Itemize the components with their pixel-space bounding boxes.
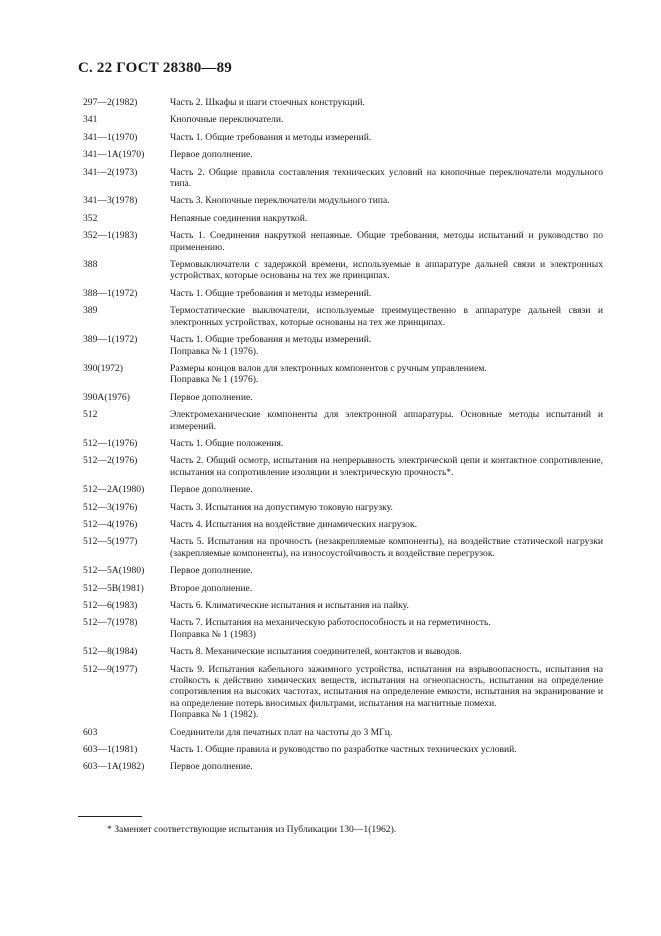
list-item (83, 744, 603, 755)
list-item (83, 213, 603, 224)
title-text: Термовыключатели с задержкой времени, используемые в аппаратуре дальней связи и электронных устройствах, которые основаны на тех же принципах. (170, 259, 603, 282)
publication-code: 341—3(1978) (83, 195, 138, 207)
publication-title (170, 334, 603, 357)
title-text: Часть 9. Испытания кабельного зажимного устройства, испытания на взрывоопасность, испытания на стойкость к действию химических веществ, испытания на огнеопасность, испытания на определение сопротивления на высоких частотах, испытания на определение емкости, испытания на экранирование и на определение потерь вносимых фильтрами, испытания на магнитные помехи. (170, 663, 603, 709)
publication-title (170, 617, 603, 640)
list-item (83, 727, 603, 738)
publication-code: 512—8(1984) (83, 646, 138, 658)
publication-title (170, 132, 603, 143)
publication-title (170, 167, 603, 190)
list-item (83, 230, 603, 253)
list-item (83, 363, 603, 386)
title-text: Часть 3. Кнопочные переключатели модульного типа. (170, 195, 390, 207)
list-item (83, 438, 603, 449)
title-text: Размеры концов валов для электронных компонентов с ручным управлением. (170, 362, 487, 374)
title-text: Часть 7. Испытания на механическую работоспособность и на герметичность. (170, 617, 491, 629)
publication-title (170, 363, 603, 386)
publication-title (170, 600, 603, 611)
list-item (83, 97, 603, 108)
publication-code: 512—6(1983) (83, 600, 138, 611)
title-text: Первое дополнение. (170, 149, 253, 161)
title-text: Электромеханические компоненты для электронной аппаратуры. Основные методы испытаний и измерений. (170, 409, 603, 432)
publication-title (170, 664, 603, 721)
publication-title (170, 484, 603, 495)
publication-title (170, 230, 603, 253)
list-item (83, 617, 603, 640)
list-item (83, 305, 603, 328)
title-text: Часть 2. Общий осмотр, испытания на непрерывность электрической цепи и контактное сопротивление, испытания на сопротивление изоляции и электрическую прочность*. (170, 455, 603, 478)
publication-code: 512—4(1976) (83, 518, 138, 530)
title-text: Часть 1. Общие требования и методы измерений. (170, 334, 372, 346)
publication-title (170, 565, 603, 576)
list-item (83, 167, 603, 190)
title-text: Соединители для печатных плат на частоты до 3 МГц. (170, 726, 393, 738)
title-text: Второе дополнение. (170, 582, 253, 594)
publication-code: 512—2A(1980) (83, 484, 145, 496)
publication-code: 352 (83, 212, 98, 224)
title-text: Первое дополнение. (170, 391, 253, 403)
title-text: Часть 2. Шкафы и шаги стоечных конструкций. (170, 97, 365, 108)
title-text: Часть 6. Климатические испытания и испытания на пайку. (170, 600, 409, 611)
publication-title (170, 744, 603, 755)
standards-list (83, 97, 603, 779)
title-text: Часть 1. Соединения накруткой непаяные. Общие требования, методы испытаний и руководство по применению. (170, 230, 603, 253)
publication-code: 341—2(1973) (83, 166, 138, 178)
publication-title (170, 727, 603, 738)
amendment-text: Поправка № 1 (1983) (170, 628, 256, 640)
publication-title (170, 114, 603, 125)
footnote: * Заменяет соответствующие испытания из Публикации 130—1(1962). (107, 824, 397, 835)
publication-title (170, 149, 603, 160)
publication-code: 603 (83, 726, 98, 738)
publication-title (170, 646, 603, 657)
title-text: Часть 5. Испытания на прочность (незакрепляемые компоненты), на воздействие статической нагрузки (закрепляемые компоненты), на износоустойчивость и воздействие перегрузок. (170, 536, 603, 559)
title-text: Часть 3. Испытания на допустимую токовую нагрузку. (170, 501, 393, 513)
publication-title (170, 583, 603, 594)
list-item (83, 664, 603, 721)
publication-title (170, 392, 603, 403)
title-text: Непаяные соединения накруткой. (170, 212, 308, 224)
amendment-text: Поправка № 1 (1976). (170, 345, 259, 357)
title-text: Часть 1. Общие положения. (170, 437, 284, 449)
amendment-text: Поправка № 1 (1976). (170, 374, 259, 386)
list-item (83, 565, 603, 576)
amendment-text: Поправка № 1 (1982). (170, 709, 259, 721)
publication-title (170, 213, 603, 224)
title-text: Часть 1. Общие требования и методы измерений. (170, 287, 372, 299)
list-item (83, 519, 603, 530)
publication-code: 341 (83, 114, 98, 126)
list-item (83, 288, 603, 299)
publication-title (170, 288, 603, 299)
list-item (83, 502, 603, 513)
list-item (83, 646, 603, 657)
publication-title (170, 455, 603, 478)
publication-title (170, 259, 603, 282)
publication-code: 341—1(1970) (83, 131, 138, 143)
title-text: Термостатические выключатели, используемые преимущественно в аппаратуре дальней связи и электронных устройствах, которые основаны на тех же принципах. (170, 305, 603, 328)
list-item (83, 334, 603, 357)
publication-code: 297—2(1982) (83, 97, 138, 108)
publication-code: 512—1(1976) (83, 437, 138, 449)
list-item (83, 761, 603, 772)
title-text: Кнопочные переключатели. (170, 114, 284, 126)
publication-code: 390A(1976) (83, 391, 130, 403)
title-text: Первое дополнение. (170, 565, 253, 577)
publication-code: 388—1(1972) (83, 287, 138, 299)
publication-code: 352—1(1983) (83, 230, 138, 242)
publication-title (170, 97, 603, 108)
publication-code: 390(1972) (83, 362, 123, 374)
list-item (83, 392, 603, 403)
publication-code: 512—2(1976) (83, 455, 138, 467)
title-text: Часть 1. Общие требования и методы измерений. (170, 131, 372, 143)
title-text: Первое дополнение. (170, 761, 253, 773)
footnote-divider (78, 816, 142, 817)
publication-code: 603—1(1981) (83, 744, 138, 756)
publication-code: 603—1A(1982) (83, 761, 145, 773)
publication-code: 388 (83, 259, 98, 271)
list-item (83, 132, 603, 143)
list-item (83, 409, 603, 432)
publication-code: 341—1A(1970) (83, 149, 145, 161)
list-item (83, 583, 603, 594)
publication-title (170, 536, 603, 559)
title-text: Часть 2. Общие правила составления технических условий на кнопочные переключатели модульного типа. (170, 166, 603, 190)
title-text: Часть 8. Механические испытания соединителей, контактов и выводов. (170, 646, 462, 658)
list-item (83, 149, 603, 160)
list-item (83, 455, 603, 478)
publication-title (170, 502, 603, 513)
list-item (83, 114, 603, 125)
publication-code: 512 (83, 409, 98, 421)
list-item (83, 259, 603, 282)
publication-title (170, 761, 603, 772)
title-text: Первое дополнение. (170, 484, 253, 496)
publication-code: 512—5A(1980) (83, 565, 145, 577)
publication-title (170, 438, 603, 449)
publication-code: 512—3(1976) (83, 501, 138, 513)
publication-title (170, 519, 603, 530)
list-item (83, 600, 603, 611)
title-text: Часть 4. Испытания на воздействие динамических нагрузок. (170, 518, 418, 530)
publication-title (170, 195, 603, 206)
publication-title (170, 409, 603, 432)
page-header: С. 22 ГОСТ 28380—89 (78, 60, 232, 76)
list-item (83, 484, 603, 495)
publication-code: 512—5(1977) (83, 536, 138, 548)
publication-code: 512—9(1977) (83, 663, 138, 675)
title-text: Часть 1. Общие правила и руководство по разработке частных технических условий. (170, 744, 517, 756)
list-item (83, 195, 603, 206)
publication-code: 389 (83, 305, 98, 317)
publication-code: 512—7(1978) (83, 617, 138, 629)
publication-code: 512—5B(1981) (83, 582, 144, 594)
list-item (83, 536, 603, 559)
publication-code: 389—1(1972) (83, 334, 138, 346)
publication-title (170, 305, 603, 328)
